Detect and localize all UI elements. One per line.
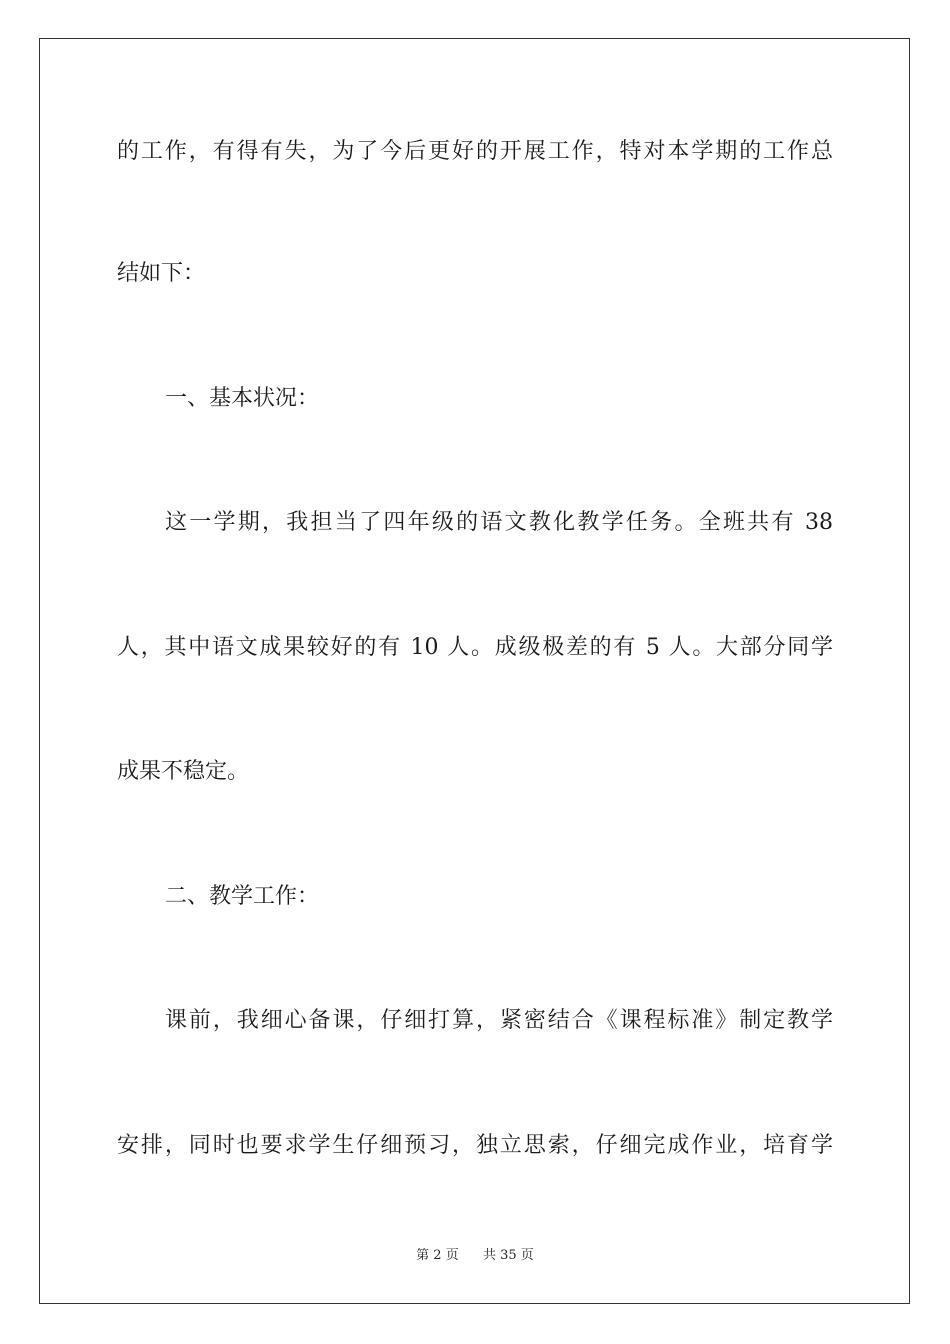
body-line-9: 安排，同时也要求学生仔细预习，独立思索，仔细完成作业，培育学 bbox=[117, 1133, 833, 1158]
body-line-8: 课前，我细心备课，仔细打算，紧密结合《课程标准》制定教学 bbox=[165, 1008, 833, 1033]
page-number: 第 2 页 bbox=[416, 1248, 459, 1263]
body-line-6: 成果不稳定。 bbox=[117, 759, 250, 784]
page-border bbox=[39, 38, 910, 1304]
page-total: 共 35 页 bbox=[483, 1248, 534, 1263]
section-heading-teaching-work: 二、教学工作： bbox=[165, 884, 320, 909]
body-line-5: 人，其中语文成果较好的有 10 人。成级极差的有 5 人。大部分同学 bbox=[117, 635, 833, 660]
body-line-1: 的工作，有得有失，为了今后更好的开展工作，特对本学期的工作总 bbox=[117, 139, 833, 164]
body-line-4: 这一学期，我担当了四年级的语文教化教学任务。全班共有 38 bbox=[165, 510, 833, 535]
page-footer bbox=[0, 1247, 950, 1265]
body-line-2: 结如下： bbox=[117, 261, 206, 286]
section-heading-basic-status: 一、基本状况： bbox=[165, 386, 320, 411]
